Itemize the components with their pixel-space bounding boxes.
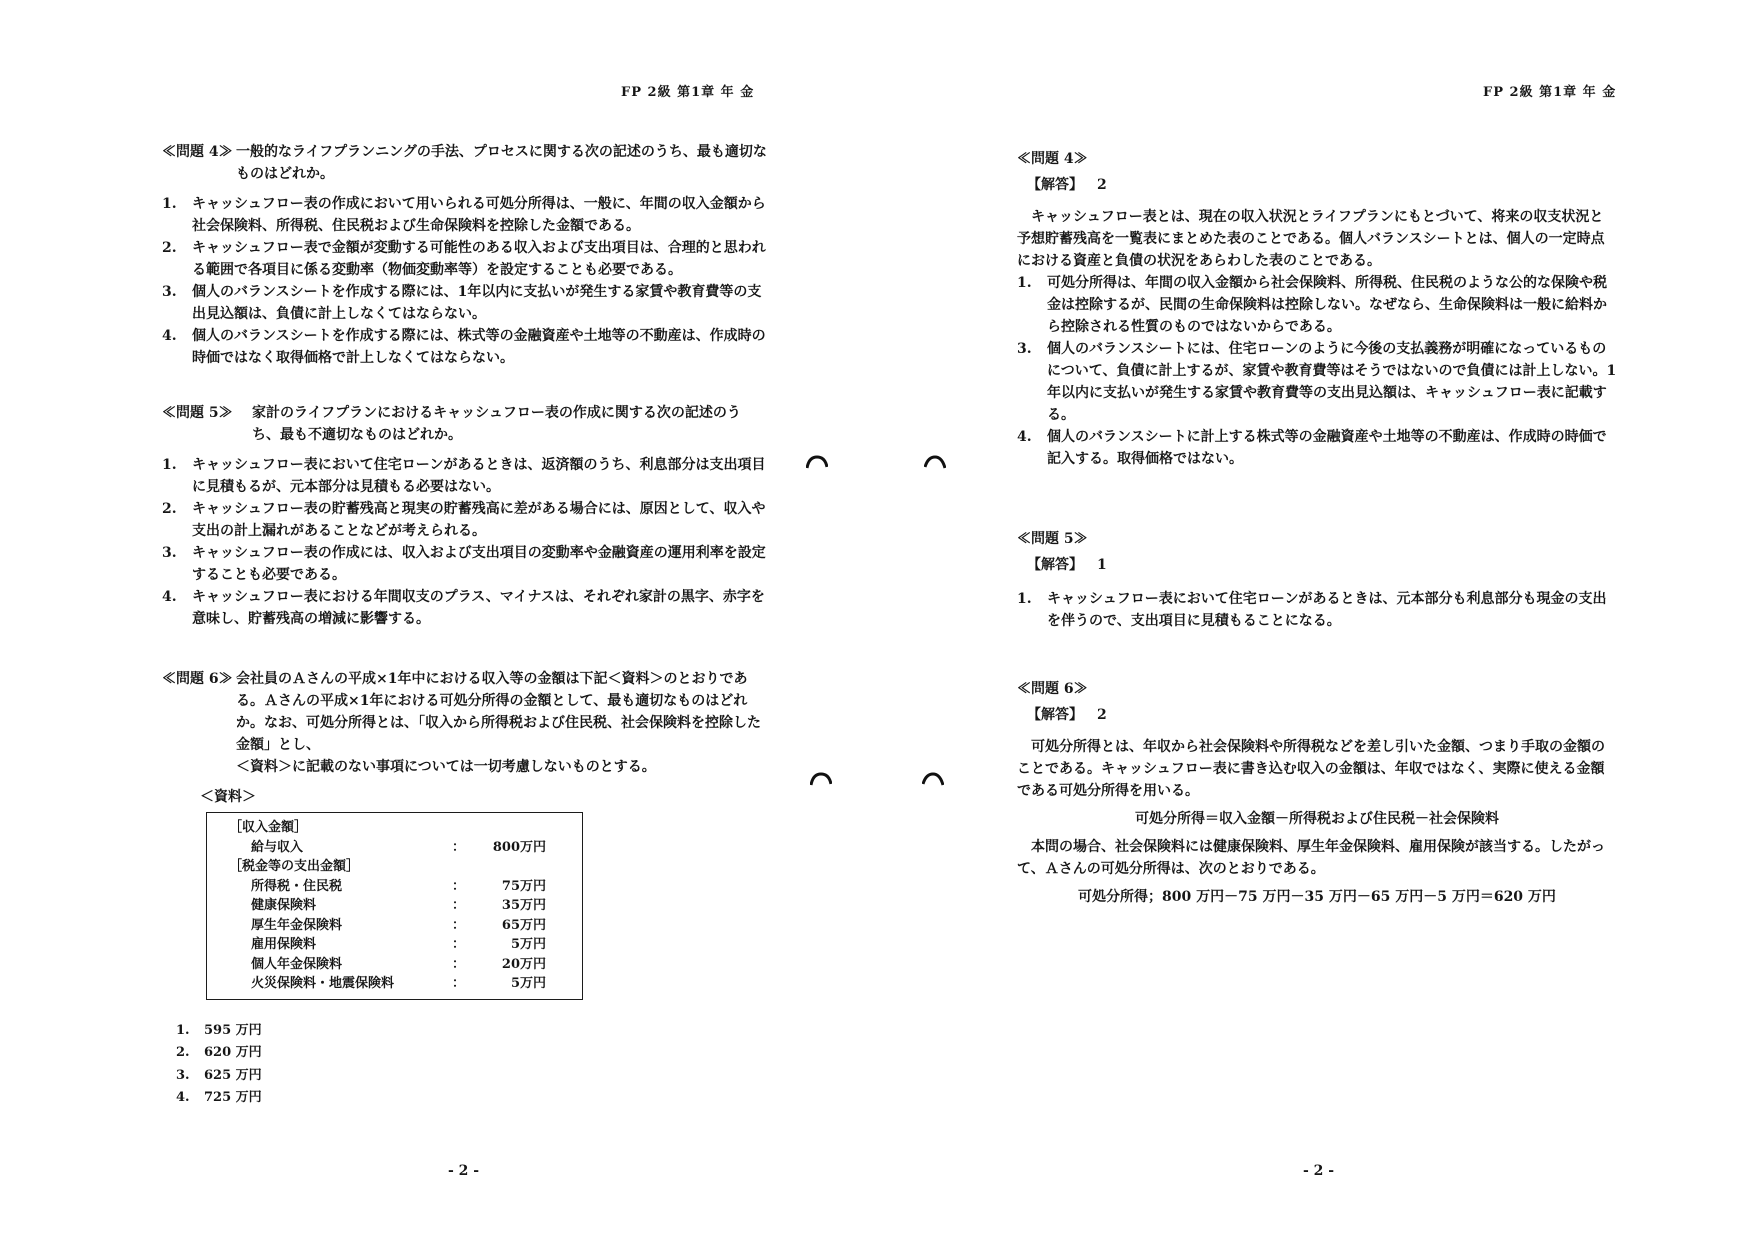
answer-5: [1017, 528, 1617, 632]
option-number: 2.: [162, 240, 177, 256]
option-item: [162, 325, 767, 369]
question-label: ≪問題 5≫: [162, 405, 233, 421]
answer-question-label: ≪問題 6≫: [1017, 681, 1088, 697]
answer-value: 1: [1097, 557, 1107, 573]
question-title-continued: [162, 756, 767, 778]
explanation-item: [1017, 426, 1617, 470]
option-item: [162, 542, 767, 586]
option-item: [162, 454, 767, 498]
option-text: 620 万円: [204, 1045, 262, 1060]
page-header: FP 2級 第1章 年 金: [1483, 85, 1617, 100]
resource-table: [206, 812, 583, 1000]
option-text: キャッシュフロー表の作成には、収入および支出項目の変動率や金融資産の運用利率を設定することも必要である。: [192, 545, 766, 583]
explanation-text: 個人のバランスシートに計上する株式等の金融資産や土地等の不動産は、作成時の時価で記入する。取得価格ではない。: [1047, 429, 1607, 467]
option-number: 1.: [176, 1022, 190, 1038]
page-header: FP 2級 第1章 年 金: [621, 85, 755, 100]
option-text: キャッシュフロー表で金額が変動する可能性のある収入および支出項目は、合理的と思われる範囲で各項目に係る変動率（物価変動率等）を設定することも必要である。: [192, 240, 766, 278]
answer-label: 【解答】: [1027, 557, 1083, 573]
answer-line: [1027, 554, 1617, 576]
explanation-text: 個人のバランスシートには、住宅ローンのように今後の支払義務が明確になっているものについて、負債に計上するが、家賃や教育費等はそうではないので負債には計上しない。1年以内に支払いが発生する家賃や教育費等の支出見込額は、キャッシュフロー表に記載する。: [1047, 341, 1617, 423]
explanation-number: 1.: [1017, 275, 1032, 291]
explanation-text: キャッシュフロー表において住宅ローンがあるときは、元本部分も利息部分も現金の支出を伴うので、支出項目に見積もることになる。: [1047, 591, 1607, 629]
answer-value: 2: [1097, 177, 1107, 193]
option-item: [162, 1065, 767, 1088]
answer-6: [1017, 678, 1617, 908]
resource-label: ＜資料＞: [200, 789, 256, 805]
option-number: 1.: [162, 196, 177, 212]
binding-mark: [806, 455, 828, 469]
binding-mark: [810, 772, 832, 786]
option-number: 4.: [162, 589, 177, 605]
option-item: [162, 281, 767, 325]
answer-value: 2: [1097, 707, 1107, 723]
option-list: [162, 193, 767, 369]
option-text: 595 万円: [204, 1022, 262, 1038]
resource-section-heading: ［税金等の支出金額］: [229, 859, 360, 874]
resource-row: 個人年金保険料 ： 20万円: [251, 956, 546, 972]
answer-4: [1017, 148, 1617, 470]
question-title: [162, 141, 767, 185]
explanation-text: 可処分所得は、年間の収入金額から社会保険料、所得税、住民税のような公的な保険や税金は控除するが、民間の生命保険料は控除しない。なぜなら、生命保険料は一般に給料から控除される性質のものではないからである。: [1047, 275, 1607, 335]
explanation-item: [1017, 588, 1617, 632]
option-item: [162, 1087, 767, 1110]
option-number: 4.: [162, 328, 177, 344]
explanation-paragraph: 可処分所得とは、年収から社会保険料や所得税などを差し引いた金額、つまり手取の金額のことである。キャッシュフロー表に書き込む収入の金額は、年収ではなく、実際に使える金額である可処分所得を用いる。: [1017, 739, 1605, 799]
option-list: [162, 454, 767, 630]
resource-row: 健康保険料 ： 35万円: [251, 898, 546, 913]
question-title: [162, 668, 767, 756]
resource-row: 給与収入 ： 800万円: [251, 839, 546, 855]
option-number: 2.: [176, 1045, 190, 1060]
option-number: 4.: [176, 1090, 190, 1105]
question-label: ≪問題 4≫: [162, 144, 233, 160]
option-text: キャッシュフロー表において住宅ローンがあるときは、返済額のうち、利息部分は支出項目に見積もるが、元本部分は見積もる必要はない。: [192, 457, 766, 495]
option-text: 個人のバランスシートを作成する際には、1年以内に支払いが発生する家賃や教育費等の支出見込額は、負債に計上しなくてはならない。: [192, 284, 762, 322]
answer-line: [1027, 704, 1617, 726]
explanation-number: 1.: [1017, 591, 1032, 607]
explanation-item: [1017, 338, 1617, 426]
explanation-paragraph: 本問の場合、社会保険料には健康保険料、厚生年金保険料、雇用保険が該当する。したがって、Ａさんの可処分所得は、次のとおりである。: [1017, 839, 1605, 877]
option-item: [162, 237, 767, 281]
resource-row: 所得税・住民税 ： 75万円: [251, 878, 546, 894]
resource-row: 火災保険料・地震保険料 ： 5万円: [251, 976, 546, 991]
answer-label: 【解答】: [1027, 177, 1083, 193]
option-list: [162, 1020, 767, 1110]
right-page: [877, 0, 1755, 1241]
option-text: 個人のバランスシートを作成する際には、株式等の金融資産や土地等の不動産は、作成時の時価ではなく取得価格で計上しなくてはならない。: [192, 328, 766, 366]
page-number: - 2 -: [448, 1163, 480, 1179]
question-title: [162, 402, 767, 446]
option-text: キャッシュフロー表の貯蓄残高と現実の貯蓄残高に差がある場合には、原因として、収入や支出の計上漏れがあることなどが考えられる。: [192, 501, 766, 539]
option-number: 3.: [176, 1067, 190, 1083]
left-page: [0, 0, 877, 1241]
option-number: 3.: [162, 284, 177, 300]
resource-row: 厚生年金保険料 ： 65万円: [251, 917, 546, 933]
explanation-number: 3.: [1017, 341, 1032, 357]
question-text: 一般的なライフプランニングの手法、プロセスに関する次の記述のうち、最も適切なものはどれか。: [236, 144, 767, 182]
question-4: [162, 141, 767, 369]
question-text: 家計のライフプランにおけるキャッシュフロー表の作成に関する次の記述のうち、最も不適切なものはどれか。: [252, 405, 741, 443]
page-number: - 2 -: [1303, 1163, 1335, 1179]
explanation-item: [1017, 272, 1617, 338]
option-item: [162, 1042, 767, 1065]
answer-line: [1027, 174, 1617, 196]
option-text: 725 万円: [204, 1090, 262, 1105]
explanation-number: 4.: [1017, 429, 1032, 445]
option-number: 1.: [162, 457, 177, 473]
answer-question-label: ≪問題 5≫: [1017, 531, 1088, 547]
answer-label: 【解答】: [1027, 707, 1083, 723]
option-number: 3.: [162, 545, 177, 561]
question-5: [162, 402, 767, 630]
option-text: キャッシュフロー表における年間収支のプラス、マイナスは、それぞれ家計の黒字、赤字を意味し、貯蓄残高の増減に影響する。: [192, 589, 765, 627]
resource-section-heading: ［収入金額］: [229, 820, 308, 835]
option-item: [162, 193, 767, 237]
question-text: 会社員のＡさんの平成×1年中における収入等の金額は下記＜資料＞のとおりである。Ａさんの平成×1年における可処分所得の金額として、最も適切なものはどれか。なお、可処分所得とは、「収入から所得税および住民税、社会保険料を控除した金額」とし、: [236, 671, 761, 753]
option-item: [162, 586, 767, 630]
question-6: [162, 668, 767, 1110]
resource-row: 雇用保険料 ： 5万円: [251, 937, 546, 952]
explanation-paragraph: キャッシュフロー表とは、現在の収入状況とライフプランにもとづいて、将来の収支状況と予想貯蓄残高を一覧表にまとめた表のことである。個人バランスシートとは、個人の一定時点における資産と負債の状況をあらわした表のことである。: [1017, 209, 1605, 269]
option-number: 2.: [162, 501, 177, 517]
option-item: [162, 1020, 767, 1043]
question-text-note: ＜資料＞に記載のない事項については一切考慮しないものとする。: [236, 759, 656, 775]
calculation-line: 可処分所得；800 万円－75 万円－35 万円－65 万円－5 万円＝620 万円: [1078, 889, 1556, 905]
option-text: 625 万円: [204, 1067, 262, 1083]
answer-question-label: ≪問題 4≫: [1017, 151, 1088, 167]
option-text: キャッシュフロー表の作成において用いられる可処分所得は、一般に、年間の収入金額から社会保険料、所得税、住民税および生命保険料を控除した金額である。: [192, 196, 766, 234]
formula-line: 可処分所得＝収入金額－所得税および住民税－社会保険料: [1135, 811, 1499, 827]
question-label: ≪問題 6≫: [162, 671, 233, 687]
option-item: [162, 498, 767, 542]
